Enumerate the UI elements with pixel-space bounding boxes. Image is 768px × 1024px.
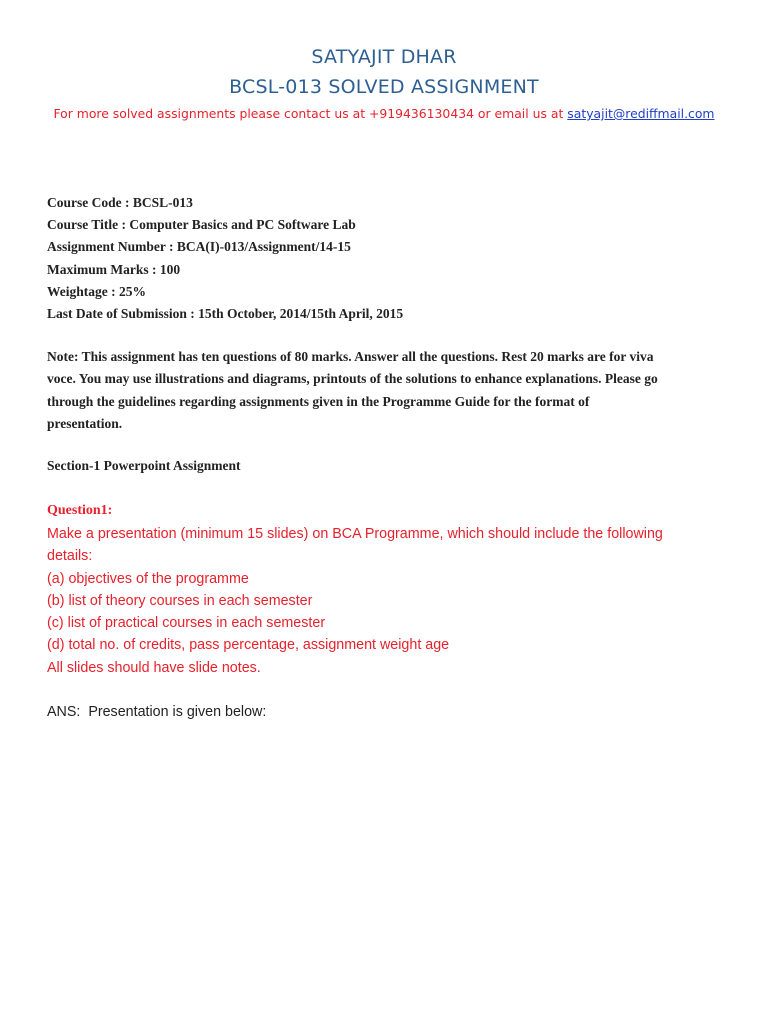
note-line: Note: This assignment has ten questions of 80 marks. Answer all the questions. Rest 20 marks are for viva bbox=[47, 349, 654, 364]
question-line: All slides should have slide notes. bbox=[47, 659, 261, 676]
question-line: Make a presentation (minimum 15 slides) on BCA Programme, which should include the following bbox=[47, 526, 663, 542]
course-meta bbox=[47, 192, 403, 325]
question-line: (c) list of practical courses in each semester bbox=[47, 615, 326, 632]
question-body bbox=[47, 523, 737, 679]
maximum-marks: Maximum Marks : 100 bbox=[47, 261, 181, 277]
section-title: Section-1 Powerpoint Assignment bbox=[47, 458, 241, 473]
question-line: (a) objectives of the programme bbox=[47, 570, 249, 587]
question-line: (d) total no. of credits, pass percentage, assignment weight age bbox=[47, 637, 450, 654]
question-line: (b) list of theory courses in each semester bbox=[47, 592, 313, 609]
last-date-of-submission: Last Date of Submission : 15th October, 2014/15th April, 2015 bbox=[47, 305, 404, 321]
assignment-number: Assignment Number : BCA(I)-013/Assignment/14-15 bbox=[47, 239, 351, 255]
question-label: Question1: bbox=[47, 503, 113, 518]
course-title: Course Title : Computer Basics and PC Software Lab bbox=[47, 217, 356, 233]
note-paragraph bbox=[47, 346, 727, 436]
question-line: details: bbox=[47, 548, 93, 565]
author-heading: SATYAJIT DHAR bbox=[311, 46, 457, 68]
note-line: through the guidelines regarding assignments given in the Programme Guide for the format of bbox=[47, 393, 590, 409]
weightage: Weightage : 25% bbox=[47, 283, 146, 299]
contact-line bbox=[0, 106, 768, 121]
note-line: presentation. bbox=[47, 416, 123, 432]
contact-text: For more solved assignments please contact us at +919436130434 or email us at bbox=[53, 106, 564, 121]
answer-text: ANS: Presentation is given below: bbox=[47, 704, 267, 720]
assignment-heading: BCSL-013 SOLVED ASSIGNMENT bbox=[229, 76, 539, 98]
contact-email-link[interactable]: satyajit@rediffmail.com bbox=[567, 106, 715, 121]
course-code: Course Code : BCSL-013 bbox=[47, 195, 193, 210]
note-line: voce. You may use illustrations and diagrams, printouts of the solutions to enhance explanations. Please go bbox=[47, 371, 658, 387]
